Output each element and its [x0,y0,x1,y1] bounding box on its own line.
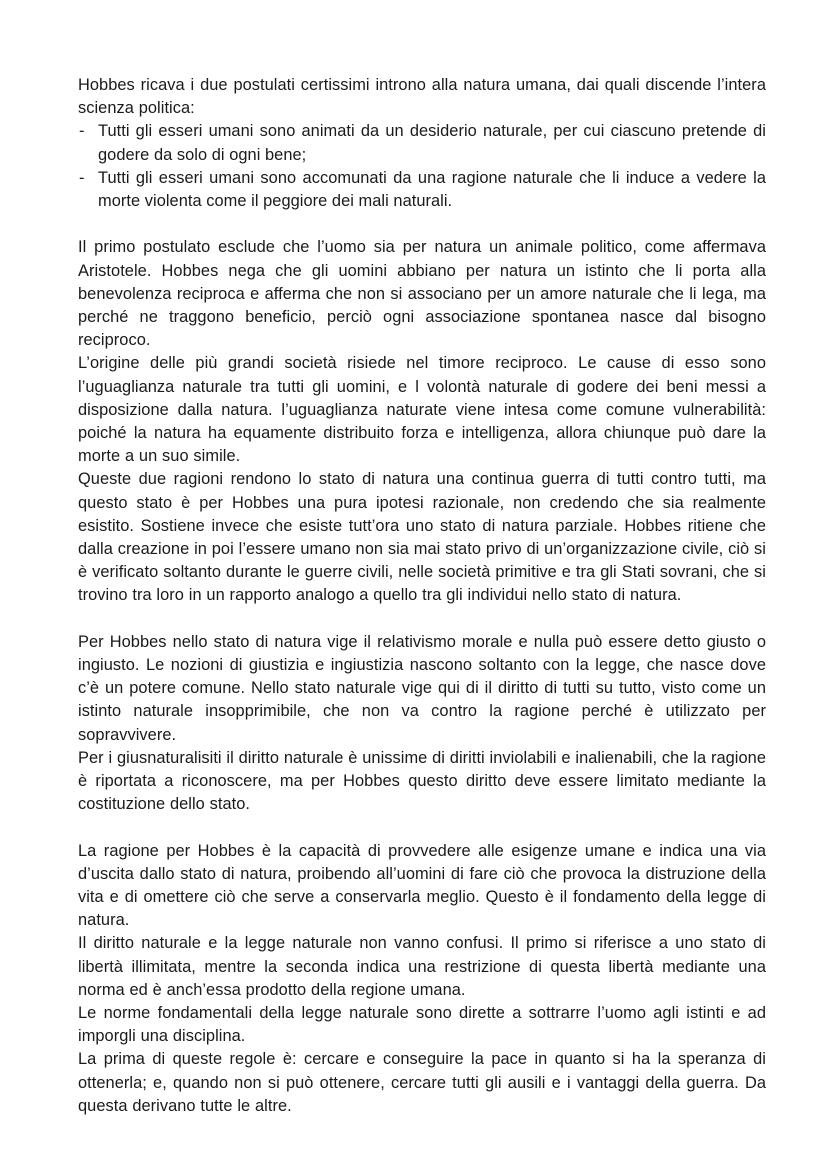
paragraph-norme-fondamentali: Le norme fondamentali della legge naturale sono dirette a sottrarre l’uomo agli istinti e ad imporgli una disciplina. [78,1004,766,1046]
dash-bullet-icon: - [79,168,85,187]
paragraph-guerra-di-tutti: Queste due ragioni rendono lo stato di natura una continua guerra di tutti contro tutti, ma questo stato è per Hobbes una pura ipotesi razionale, non credendo che sia realmente esistito. Sostiene invece che esiste tutt’ora uno stato di natura parziale. Hobbes ritiene che dalla creazione in poi l’essere umano non sia mai stato privo di un’organizzazione civile, ciò si è verificato soltanto durante le guerre civili, nelle società primitive e tra gli Stati sovrani, che si trovino tra loro in un rapporto analogo a quello tra gli individui nello stato di natura. [78,470,766,605]
dash-bullet-icon: - [79,122,85,141]
paragraph-spacer [78,816,766,839]
paragraph-prima-regola: La prima di queste regole è: cercare e conseguire la pace in quanto si ha la speranza di ottenerla; e, quando non si può ottenere, cercare tutti gli ausili e i vantaggi della guerra. Da questa derivano tutte le altre. [78,1050,766,1115]
section-three [78,631,766,817]
intro-paragraph: Hobbes ricava i due postulati certissimi introno alla natura umana, dai quali discende l’intera scienza politica: [78,76,766,118]
section-four [78,840,766,1118]
postulates-list [78,120,766,213]
paragraph-spacer [78,213,766,236]
list-item-text: Tutti gli esseri umani sono animati da un desiderio naturale, per cui ciascuno pretende di godere da solo di ogni bene; [98,122,766,164]
paragraph-spacer [78,608,766,631]
list-item [78,167,766,213]
paragraph-origine-societa: L’origine delle più grandi società risiede nel timore reciproco. Le cause di esso sono l’uguaglianza naturale tra tutti gli uomini, e l volontà naturale di godere dei beni messi a disposizione dalla natura. l’uguaglianza naturate viene intesa come comune vulnerabilità: poiché la natura ha equamente distribuito forza e intelligenza, allora chiunque può dare la morte a un suo simile. [78,354,766,466]
paragraph-ragione-capacita: La ragione per Hobbes è la capacità di provvedere alle esigenze umane e indica una via d’uscita dallo stato di natura, proibendo all’uomini di fare ciò che provoca la distruzione della vita e di omettere ciò che serve a conservarla meglio. Questo è il fondamento della legge di natura. [78,841,766,930]
document-body [78,74,766,1118]
paragraph-giusnaturalisti: Per i giusnaturalisiti il diritto naturale è unissime di diritti inviolabili e inalienabili, che la ragione è riportata a riconoscere, ma per Hobbes questo diritto deve essere limitato mediante la costituzione dello stato. [78,748,766,814]
list-item-text: Tutti gli esseri umani sono accomunati da una ragione naturale che li induce a vedere la morte violenta come il peggiore dei mali naturali. [98,168,766,211]
list-item [78,120,766,166]
paragraph-relativismo-morale: Per Hobbes nello stato di natura vige il relativismo morale e nulla può essere detto giusto o ingiusto. Le nozioni di giustizia e ingiustizia nascono soltanto con la legge, che nasce dove c’è un potere comune. Nello stato naturale vige qui di il diritto di tutti su tutto, visto come un istinto naturale insopprimibile, che non va contro la ragione perché è utilizzato per sopravvivere. [78,632,766,744]
section-two [78,236,766,607]
section-intro [78,74,766,213]
paragraph-diritto-vs-legge: Il diritto naturale e la legge naturale non vanno confusi. Il primo si riferisce a uno stato di libertà illimitata, mentre la seconda indica una restrizione di questa libertà mediante una norma ed è anch’essa prodotto della regione umana. [78,934,766,999]
paragraph-primo-postulato: Il primo postulato esclude che l’uomo sia per natura un animale politico, come affermava Aristotele. Hobbes nega che gli uomini abbiano per natura un istinto che li porta alla benevolenza reciproca e afferma che non si associano per un amore naturale che li lega, ma perché ne traggono beneficio, perciò ogni associazione spontanea nasce dal bisogno reciproco. [78,238,766,350]
